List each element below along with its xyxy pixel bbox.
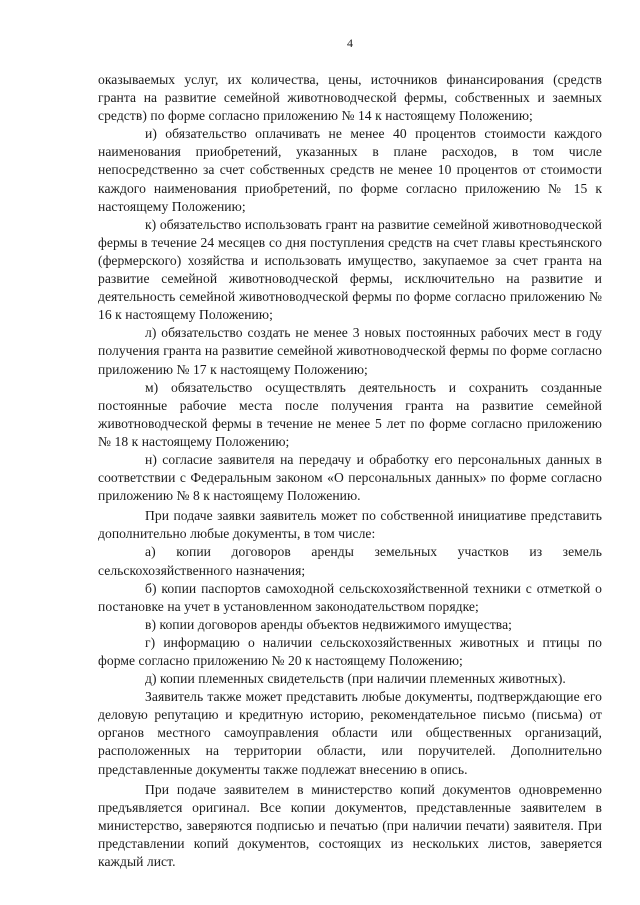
paragraph-item-k: к) обязательство использовать грант на развитие семейной животноводческой фермы в течение 24 месяцев со дня поступления средств на счет главы крестьянского (фермерского) хозяйства и использовать имущество, закупаемое за счет гранта на развитие семейной животноводческой фермы, исключительно на развитие и деятельность семейной животноводческой фермы по форме согласно приложению № 16 к настоящему Положению; <box>98 216 602 323</box>
document-body <box>98 71 602 871</box>
paragraph-item-i: и) обязательство оплачивать не менее 40 процентов стоимости каждого наименования приобретений, указанных в плане расходов, в том числе непосредственно за счет собственных средств не менее 10 процентов от стоимости каждого наименования приобретений, по форме согласно приложению № 15 к настоящему Положению; <box>98 126 602 214</box>
paragraph-continuation: оказываемых услуг, их количества, цены, источников финансирования (средств гранта на развитие семейной животноводческой фермы, собственных и заемных средств) по форме согласно приложению № 14 к настоящему Положению; <box>98 72 602 124</box>
paragraph-originals: При подаче заявителем в министерство копий документов одновременно предъявляется оригинал. Все копии документов, представленные заявителем в министерство, заверяются подписью и печатью (при наличии печати) заявителя. При представлении копий документов, состоящих из нескольких листов, заверяется каждый лист. <box>98 781 602 870</box>
paragraph-item-d: д) копии племенных свидетельств (при наличии племенных животных). <box>145 671 566 687</box>
paragraph-item-n: н) согласие заявителя на передачу и обработку его персональных данных в соответствии с Федеральным законом «О персональных данных» по форме согласно приложению № 8 к настоящему Положению. <box>98 451 602 504</box>
paragraph-reputation: Заявитель также может представить любые документы, подтверждающие его деловую репутацию и кредитную историю, рекомендательное письмо (письма) от органов местного самоуправления области или общественных организаций, расположенных на территории области, или поручителей. Дополнительно представленные документы также подлежат внесению в опись. <box>98 689 602 777</box>
paragraph-additional-docs: При подаче заявки заявитель может по собственной инициативе представить дополнительно любые документы, в том числе: <box>98 508 602 542</box>
paragraph-item-g: г) информацию о наличии сельскохозяйственных животных и птицы по форме согласно приложению № 20 к настоящему Положению; <box>98 634 602 668</box>
paragraph-item-a: а) копии договоров аренды земельных участков из земель сельскохозяйственного назначения; <box>98 544 602 578</box>
paragraph-item-l: л) обязательство создать не менее 3 новых постоянных рабочих мест в году получения гранта на развитие семейной животноводческой фермы по форме согласно приложению № 17 к настоящему Положению; <box>98 325 602 377</box>
page-number: 4 <box>347 36 353 50</box>
paragraph-item-m: м) обязательство осуществлять деятельность и сохранить созданные постоянные рабочие места после получения гранта на развитие семейной животноводческой фермы в течение не менее 5 лет по форме согласно приложению № 18 к настоящему Положению; <box>98 379 602 449</box>
paragraph-item-v: в) копии договоров аренды объектов недвижимого имущества; <box>145 616 513 632</box>
paragraph-item-b: б) копии паспортов самоходной сельскохозяйственной техники с отметкой о постановке на учет в установленном законодательством порядке; <box>98 580 602 614</box>
